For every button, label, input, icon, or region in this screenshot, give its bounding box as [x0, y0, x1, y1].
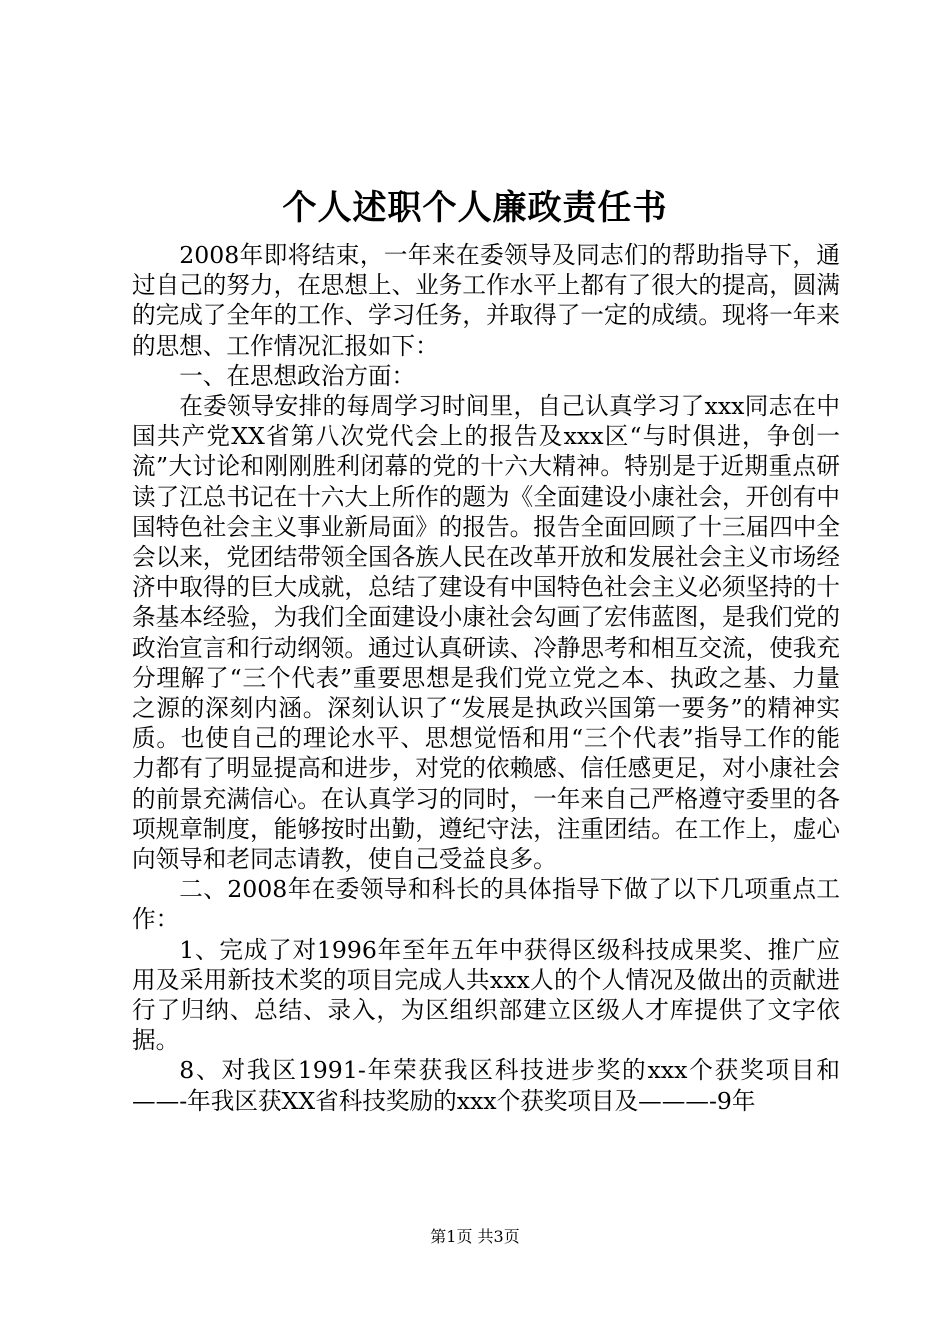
paragraph-section-2-heading: 二、2008年在委领导和科长的具体指导下做了以下几项重点工作： [132, 875, 840, 934]
paragraph-work-item-8: 8、对我区1991-年荣获我区科技进步奖的xxx个获奖项目和——-年我区获XX省科技奖励的xxx个获奖项目及———-9年 [132, 1056, 840, 1115]
paragraph-intro: 2008年即将结束，一年来在委领导及同志们的帮助指导下，通过自己的努力，在思想上、业务工作水平上都有了很大的提高，圆满的完成了全年的工作、学习任务，并取得了一定的成绩。现将一年来的思想、工作情况汇报如下： [132, 241, 840, 360]
document-title: 个人述职个人廉政责任书 [282, 188, 668, 228]
paragraph-work-item-1: 1、完成了对1996年至年五年中获得区级科技成果奖、推广应用及采用新技术奖的项目完成人共xxx人的个人情况及做出的贡献进行了归纳、总结、录入，为区组织部建立区级人才库提供了文字依据。 [132, 935, 840, 1055]
page-footer: 第1页 共3页 [430, 1227, 520, 1246]
paragraph-section-1-heading: 一、在思想政治方面： [179, 361, 416, 390]
paragraph-political-study: 在委领导安排的每周学习时间里，自己认真学习了xxx同志在中国共产党XX省第八次党代会上的报告及xxx区“与时俱进，争创一流”大讨论和刚刚胜利闭幕的党的十六大精神。特别是于近期重点研读了江总书记在十六大上所作的题为《全面建设小康社会，开创有中国特色社会主义事业新局面》的报告。报告全面回顾了十三届四中全会以来，党团结带领全国各族人民在改革开放和发展社会主义市场经济中取得的巨大成就，总结了建设有中国特色社会主义必须坚持的十条基本经验，为我们全面建设小康社会勾画了宏伟蓝图，是我们党的政治宣言和行动纲领。通过认真研读、冷静思考和相互交流，使我充分理解了“三个代表”重要思想是我们党立党之本、执政之基、力量之源的深刻内涵。深刻认识了“发展是执政兴国第一要务”的精神实质。也使自己的理论水平、思想觉悟和用“三个代表”指导工作的能力都有了明显提高和进步，对党的依赖感、信任感更足，对小康社会的前景充满信心。在认真学习的同时，一年来自己严格遵守委里的各项规章制度，能够按时出勤，遵纪守法，注重团结。在工作上，虚心向领导和老同志请教，使自己受益良多。 [132, 392, 840, 874]
document-body [132, 240, 840, 1116]
